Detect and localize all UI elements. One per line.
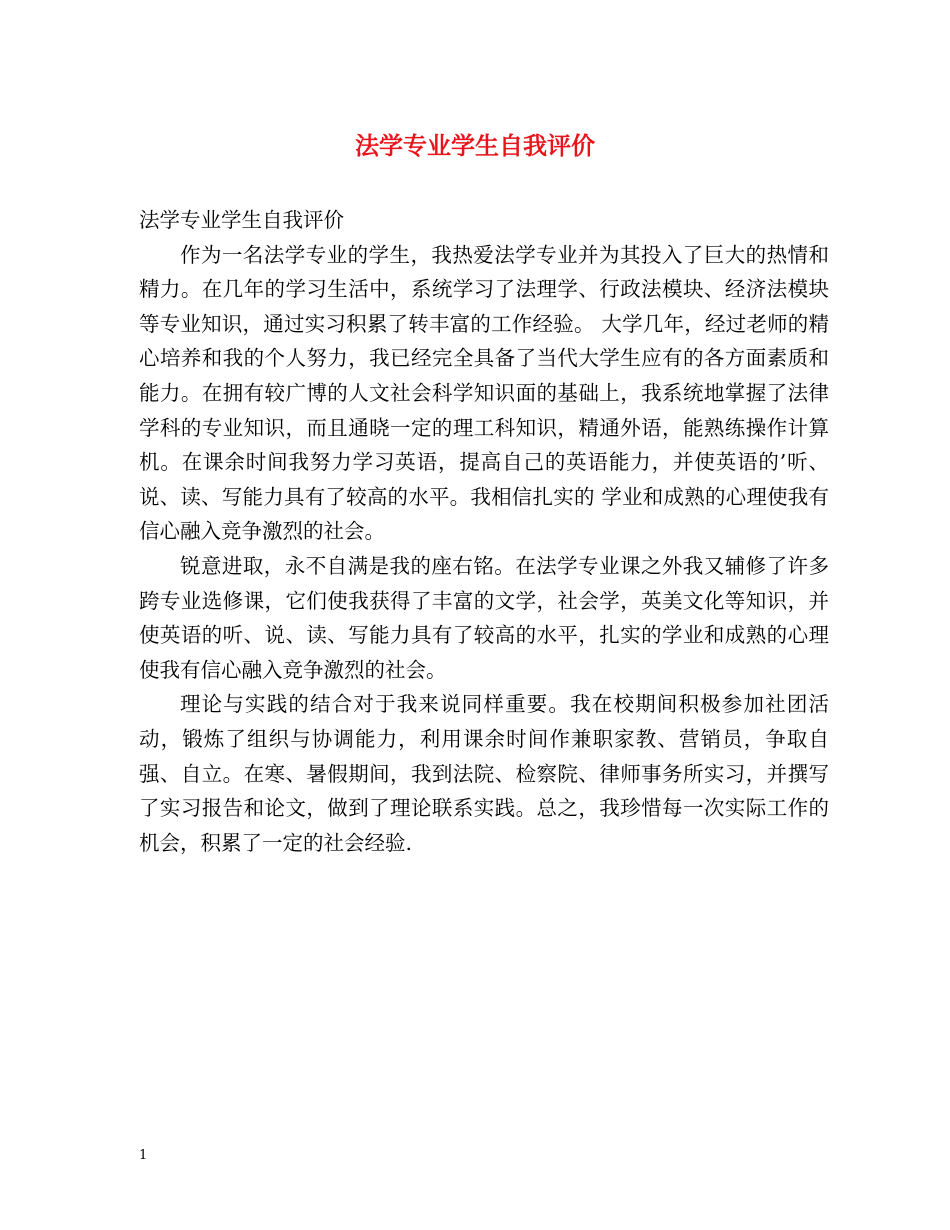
paragraph-3: 理论与实践的结合对于我来说同样重要。我在校期间积极参加社团活动，锻炼了组织与协调能力，利用课余时间作兼职家教、营销员，争取自强、自立。在寒、暑假期间，我到法院、检察院、律师事务所实习，并撰写了实习报告和论文，做到了理论联系实践。总之，我珍惜每一次实际工作的机会，积累了一定的社会经验. (139, 692, 829, 855)
document-body (139, 203, 829, 860)
paragraph-2: 锐意进取，永不自满是我的座右铭。在法学专业课之外我又辅修了许多跨专业选修课，它们使我获得了丰富的文学，社会学，英美文化等知识，并使英语的听、说、读、写能力具有了较高的水平，扎实的学业和成熟的心理使我有信心融入竞争激烈的社会。 (139, 553, 829, 682)
document-subtitle: 法学专业学生自我评价 (139, 208, 344, 232)
page-number: 1 (139, 1148, 148, 1163)
document-title: 法学专业学生自我评价 (355, 131, 595, 160)
paragraph-1: 作为一名法学专业的学生，我热爱法学专业并为其投入了巨大的热情和精力。在几年的学习生活中，系统学习了法理学、行政法模块、经济法模块等专业知识，通过实习积累了转丰富的工作经验。 大学几年，经过老师的精心培养和我的个人努力，我已经完全具备了当代大学生应有的各方面素质和能力。在拥有较广博的人文社会科学知识面的基础上，我系统地掌握了法律学科的专业知识，而且通晓一定的理工科知识，精通外语，能熟练操作计算机。在课余时间我努力学习英语，提高自己的英语能力，并使英语的’听、说、读、写能力具有了较高的水平。我相信扎实的 学业和成熟的心理使我有信心融入竞争激烈的社会。 (139, 242, 829, 544)
